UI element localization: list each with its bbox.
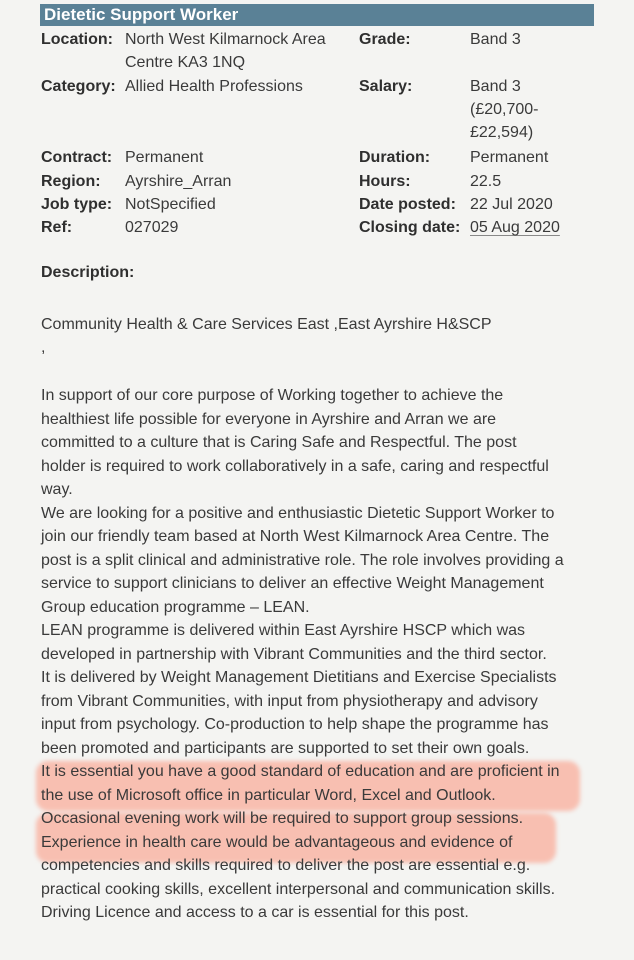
description-line: It is essential you have a good standard of education and are proficient in	[41, 763, 560, 780]
jobtype-value: NotSpecified	[125, 196, 216, 213]
category-value: Allied Health Professions	[125, 78, 303, 95]
description-line: way.	[41, 481, 73, 498]
intro-line: Community Health & Care Services East ,East Ayrshire H&SCP	[41, 316, 492, 333]
region-value: Ayrshire_Arran	[125, 173, 232, 190]
description-line: In support of our core purpose of Working together to achieve the	[41, 387, 504, 404]
description-line: from Vibrant Communities, with input from physiotherapy and advisory	[41, 692, 538, 710]
duration-label: Duration:	[359, 149, 431, 166]
description-line: Occasional evening work will be required to support group sessions.	[41, 810, 524, 827]
ref-label: Ref:	[41, 219, 73, 236]
description-body	[41, 384, 564, 925]
description-line: We are looking for a positive and enthusiastic Dietetic Support Worker to	[41, 504, 555, 522]
contract-value: Permanent	[125, 149, 204, 166]
description-line: join our friendly team based at North West Kilmarnock Area Centre. The	[41, 528, 550, 545]
salary-value-line3: £22,594)	[470, 124, 534, 141]
location-value-line1: North West Kilmarnock Area	[125, 31, 326, 48]
description-line: input from psychology. Co-production to help shape the programme has	[41, 716, 549, 733]
description-line: healthiest life possible for everyone in Ayrshire and Arran we are	[41, 410, 497, 428]
description-line: It is delivered by Weight Management Dietitians and Exercise Specialists	[41, 669, 557, 686]
job-title: Dietetic Support Worker	[44, 5, 239, 24]
jobtype-label: Job type:	[41, 196, 113, 213]
description-line: post is a split clinical and administrative role. The role involves providing a	[41, 551, 564, 569]
region-label: Region:	[41, 173, 101, 190]
description-line: holder is required to work collaboratively in a safe, caring and respectful	[41, 457, 549, 475]
description-line: practical cooking skills, excellent interpersonal and communication skills.	[41, 880, 556, 898]
description-line: Driving Licence and access to a car is essential for this post.	[41, 904, 469, 921]
description-label: Description:	[41, 264, 135, 281]
hours-label: Hours:	[359, 173, 411, 190]
grade-value: Band 3	[470, 31, 521, 48]
job-title-bar	[40, 4, 594, 26]
contract-label: Contract:	[41, 149, 113, 166]
ref-value: 027029	[125, 219, 179, 236]
category-label: Category:	[41, 78, 116, 95]
salary-label: Salary:	[359, 78, 413, 95]
duration-value: Permanent	[470, 149, 549, 166]
description-line: Group education programme – LEAN.	[41, 598, 310, 616]
description-line: developed in partnership with Vibrant Communities and the third sector.	[41, 645, 547, 663]
description-line: service to support clinicians to deliver an effective Weight Management	[41, 575, 544, 592]
location-label: Location:	[41, 31, 113, 48]
description-line: Experience in health care would be advantageous and evidence of	[41, 833, 513, 851]
date-posted-label: Date posted:	[359, 196, 456, 213]
description-line: been promoted and participants are supported to set their own goals.	[41, 739, 530, 757]
description-line: competencies and skills required to deliver the post are essential e.g.	[41, 857, 531, 874]
closing-date-label: Closing date:	[359, 219, 461, 236]
location-value-line2: Centre KA3 1NQ	[125, 54, 246, 71]
salary-value-line1: Band 3	[470, 78, 521, 95]
description-line: committed to a culture that is Caring Safe and Respectful. The post	[41, 434, 517, 451]
date-posted-value: 22 Jul 2020	[470, 196, 553, 213]
grade-label: Grade:	[359, 31, 411, 48]
description-line: LEAN programme is delivered within East Ayrshire HSCP which was	[41, 622, 526, 639]
description-line: the use of Microsoft office in particular Word, Excel and Outlook.	[41, 786, 496, 804]
hours-value: 22.5	[470, 173, 502, 190]
intro-comma: ,	[41, 339, 46, 356]
closing-date-value: 05 Aug 2020	[470, 219, 560, 236]
salary-value-line2: (£20,700-	[470, 101, 539, 118]
